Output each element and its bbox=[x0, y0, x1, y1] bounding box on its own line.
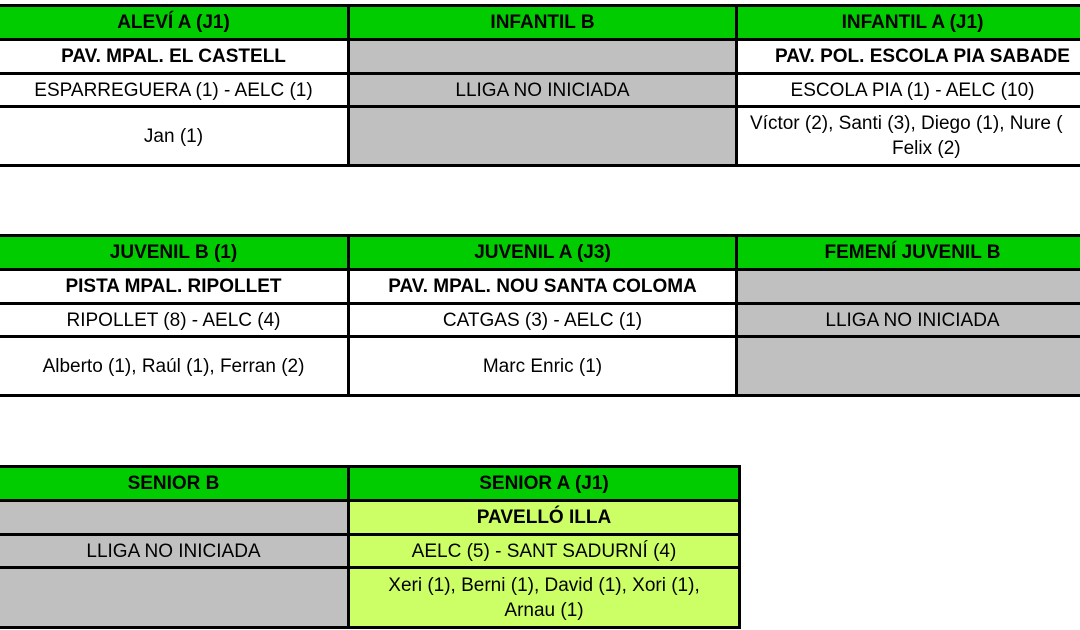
category-header: SENIOR A (J1) bbox=[349, 467, 740, 501]
result-cell: RIPOLLET (8) - AELC (4) bbox=[0, 304, 349, 337]
scorers-cell bbox=[737, 107, 1080, 166]
scorers-line: Arnau (1) bbox=[504, 599, 584, 621]
scorers-cell: Marc Enric (1) bbox=[349, 337, 737, 396]
result-cell: LLIGA NO INICIADA bbox=[349, 74, 737, 107]
category-header: INFANTIL A (J1) bbox=[737, 6, 1080, 40]
result-cell: AELC (5) - SANT SADURNÍ (4) bbox=[349, 535, 740, 568]
result-cell: LLIGA NO INICIADA bbox=[737, 304, 1080, 337]
category-header: ALEVÍ A (J1) bbox=[0, 6, 349, 40]
category-header: SENIOR B bbox=[0, 467, 349, 501]
result-cell: ESPARREGUERA (1) - AELC (1) bbox=[0, 74, 349, 107]
scorers-line: Felix (2) bbox=[892, 138, 961, 159]
results-block-2 bbox=[0, 234, 1080, 397]
venue-cell: PISTA MPAL. RIPOLLET bbox=[0, 270, 349, 304]
results-block-3 bbox=[0, 465, 741, 629]
scorers-cell bbox=[737, 337, 1080, 396]
result-cell: LLIGA NO INICIADA bbox=[0, 535, 349, 568]
scorers-line: Víctor (2), Santi (3), Diego (1), Nure ( bbox=[750, 113, 1063, 134]
result-cell: CATGAS (3) - AELC (1) bbox=[349, 304, 737, 337]
category-header: INFANTIL B bbox=[349, 6, 737, 40]
scorers-line: Xeri (1), Berni (1), David (1), Xori (1), bbox=[388, 574, 700, 596]
scorers-cell bbox=[349, 107, 737, 166]
venue-cell: PAV. POL. ESCOLA PIA SABADE bbox=[737, 40, 1080, 74]
venue-cell: PAV. MPAL. EL CASTELL bbox=[0, 40, 349, 74]
venue-cell bbox=[737, 270, 1080, 304]
venue-cell bbox=[349, 40, 737, 74]
category-header: FEMENÍ JUVENIL B bbox=[737, 236, 1080, 270]
venue-cell bbox=[0, 501, 349, 535]
scorers-cell bbox=[349, 568, 740, 628]
category-header: JUVENIL A (J3) bbox=[349, 236, 737, 270]
scorers-cell: Jan (1) bbox=[0, 107, 349, 166]
scorers-cell bbox=[0, 568, 349, 628]
scorers-cell: Alberto (1), Raúl (1), Ferran (2) bbox=[0, 337, 349, 396]
category-header: JUVENIL B (1) bbox=[0, 236, 349, 270]
result-cell: ESCOLA PIA (1) - AELC (10) bbox=[737, 74, 1080, 107]
results-block-1 bbox=[0, 4, 1080, 167]
venue-cell: PAVELLÓ ILLA bbox=[349, 501, 740, 535]
venue-cell: PAV. MPAL. NOU SANTA COLOMA bbox=[349, 270, 737, 304]
